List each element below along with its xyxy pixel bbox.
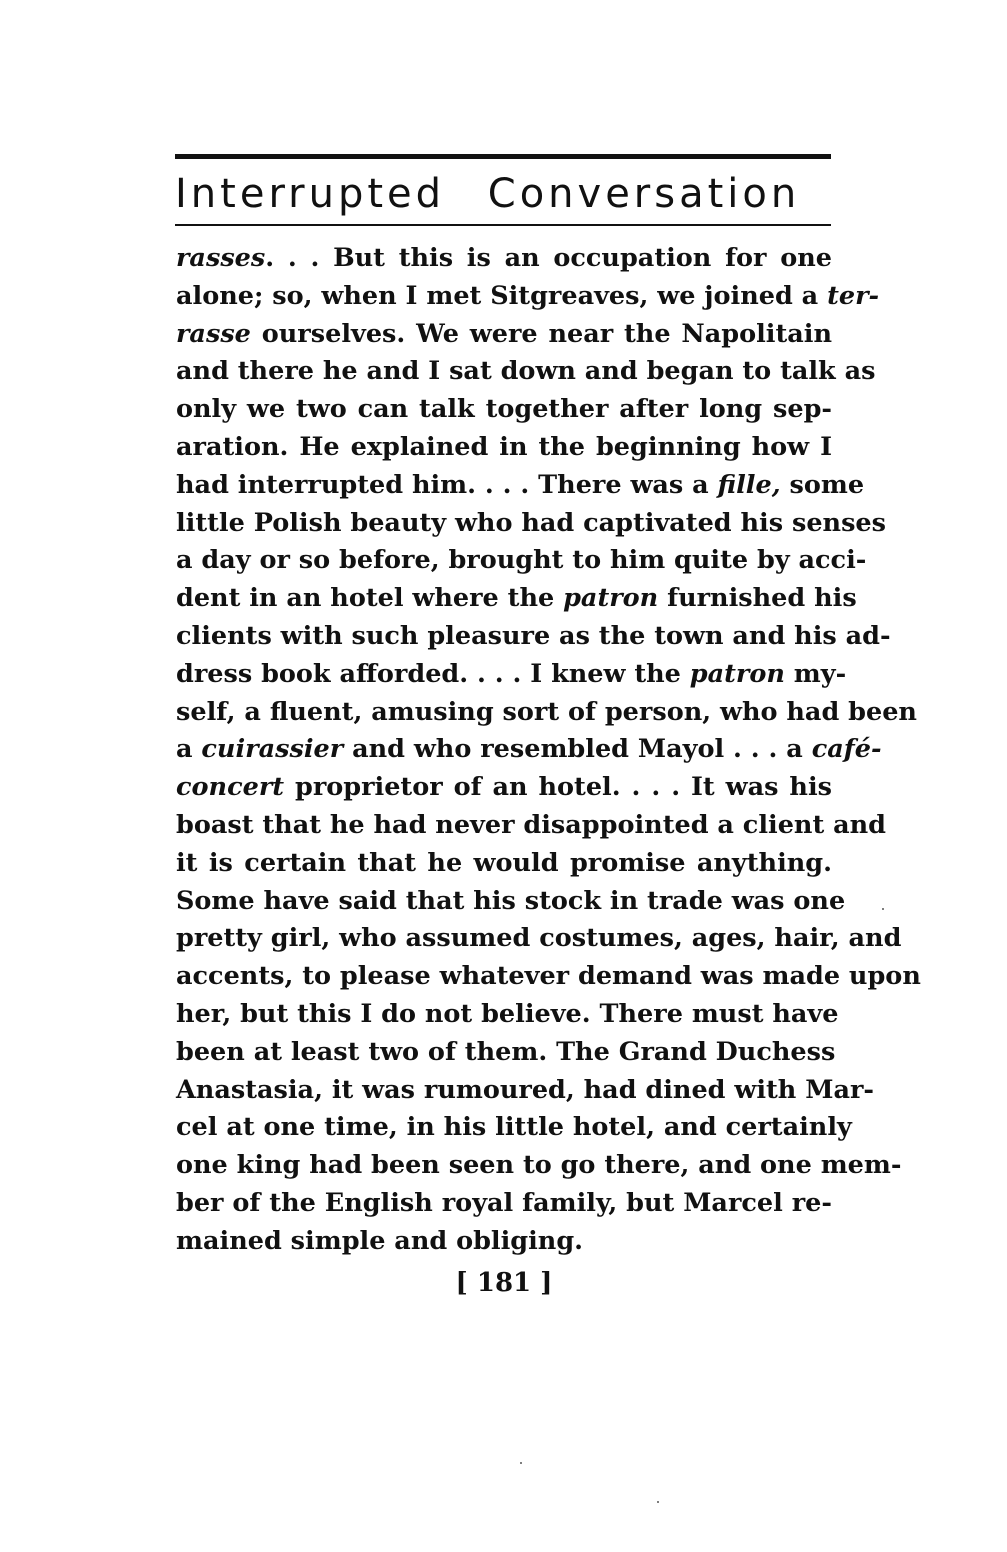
italic-text: ter-: [827, 280, 880, 311]
text-line: [176, 1034, 836, 1072]
text-run: had interrupted him. . . . There was a: [176, 469, 718, 500]
text-line: [176, 353, 876, 391]
text-line: [176, 278, 880, 316]
italic-text: concert: [176, 772, 285, 803]
text-line: [176, 240, 832, 278]
text-line: [176, 429, 832, 467]
text-run: my-: [784, 658, 847, 689]
text-run: Anastasia, it was rumoured, had dined with Mar-: [176, 1074, 874, 1105]
text-line: [176, 883, 846, 921]
text-line: [176, 769, 832, 807]
text-run: dent in an hotel where the: [176, 583, 564, 614]
text-run: been at least two of them. The Grand Duchess: [176, 1036, 836, 1067]
text-run: dress book afforded. . . . I knew the: [176, 658, 690, 689]
italic-text: cuirassier: [201, 734, 344, 765]
text-line: [176, 807, 887, 845]
text-run: accents, to please whatever demand was made upon: [176, 961, 921, 992]
head-rule: [175, 224, 831, 226]
text-run: a: [176, 734, 202, 765]
scan-speck: [520, 1462, 522, 1464]
text-run: little Polish beauty who had captivated his senses: [176, 507, 887, 538]
page-number: [ 181 ]: [455, 1268, 553, 1298]
scan-speck: [657, 1501, 659, 1503]
text-run: it is certain that he would promise anything.: [176, 847, 832, 878]
text-line: [176, 1147, 902, 1185]
text-line: [176, 996, 839, 1034]
text-run: a day or so before, brought to him quite by acci-: [176, 545, 867, 576]
text-line: [176, 694, 917, 732]
text-line: [176, 1109, 852, 1147]
italic-text: rasses: [176, 243, 266, 273]
text-run: pretty girl, who assumed costumes, ages, hair, and: [176, 923, 902, 954]
text-run: and who resembled Mayol . . . a: [343, 734, 812, 765]
text-line: [176, 467, 865, 505]
text-line: [176, 580, 857, 618]
italic-text: patron: [689, 658, 785, 689]
text-run: Some have said that his stock in trade was one: [176, 885, 846, 916]
text-run: boast that he had never disappointed a client and: [176, 809, 887, 840]
text-line: [176, 731, 882, 769]
text-line: [176, 316, 832, 354]
scan-speck: [882, 908, 884, 910]
text-line: [176, 920, 902, 958]
text-run: self, a fluent, amusing sort of person, who had been: [176, 696, 917, 727]
running-head: Interrupted Conversation: [175, 171, 801, 217]
text-line: [176, 391, 832, 429]
text-run: ber of the English royal family, but Marcel re-: [176, 1187, 832, 1218]
text-run: . . . But this is an occupation for one: [265, 243, 832, 273]
text-line: [176, 845, 832, 883]
text-line: [176, 1223, 832, 1261]
text-line: [176, 618, 891, 656]
text-run: furnished his: [658, 583, 857, 614]
text-run: her, but this I do not believe. There must have: [176, 998, 839, 1029]
text-line: [176, 505, 887, 543]
text-run: aration. He explained in the beginning how I: [176, 431, 832, 462]
italic-text: patron: [563, 583, 659, 614]
text-line: [176, 958, 921, 996]
text-run: mained simple and obliging.: [176, 1225, 584, 1256]
text-run: only we two can talk together after long sep-: [176, 394, 832, 425]
body-text: [176, 240, 921, 1261]
text-line: [176, 542, 867, 580]
text-run: alone; so, when I met Sitgreaves, we joined a: [176, 280, 828, 311]
text-run: and there he and I sat down and began to talk as: [176, 356, 876, 387]
text-run: some: [780, 469, 865, 500]
text-run: clients with such pleasure as the town and his ad-: [176, 620, 891, 651]
italic-text: café-: [811, 734, 882, 765]
text-line: [176, 656, 847, 694]
text-run: one king had been seen to go there, and one mem-: [176, 1150, 902, 1181]
top-rule: [175, 154, 831, 159]
text-line: [176, 1185, 832, 1223]
text-run: cel at one time, in his little hotel, and certainly: [176, 1112, 852, 1143]
text-run: ourselves. We were near the Napolitain: [250, 318, 832, 349]
text-run: proprietor of an hotel. . . . It was his: [284, 772, 832, 803]
italic-text: fille,: [717, 469, 781, 500]
text-line: [176, 1072, 874, 1110]
italic-text: rasse: [176, 318, 251, 349]
